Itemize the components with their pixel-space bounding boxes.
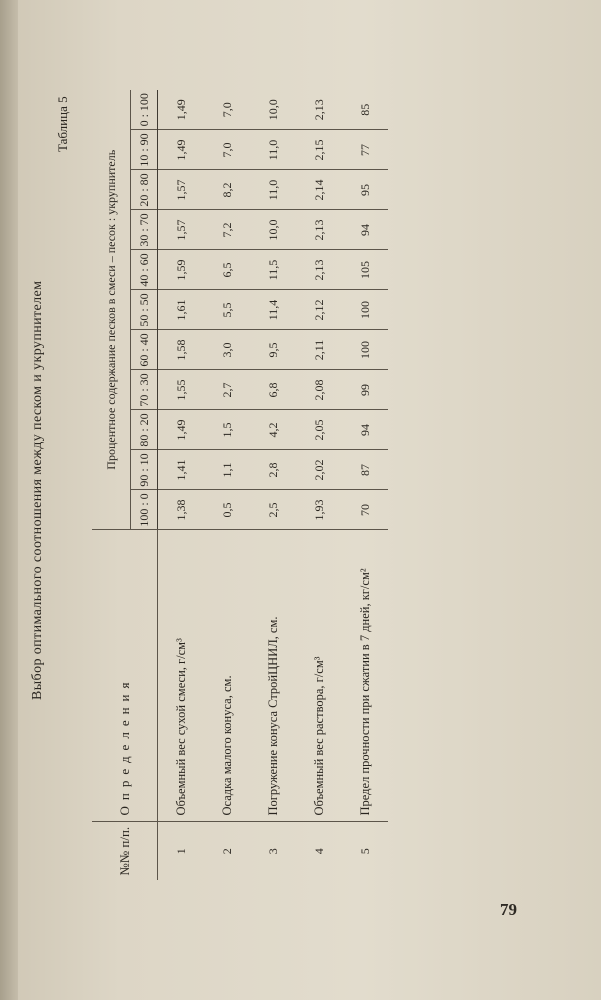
header-ratio: 20 : 80 xyxy=(131,170,158,210)
header-ratio: 90 : 10 xyxy=(131,450,158,490)
header-ratio: 70 : 30 xyxy=(131,370,158,410)
table-cell: 2,05 xyxy=(296,410,342,450)
table-cell: 2,13 xyxy=(296,250,342,290)
table-cell: 5,5 xyxy=(204,290,250,330)
table-cell: 2,8 xyxy=(250,450,296,490)
header-ratio: 40 : 60 xyxy=(131,250,158,290)
table-cell: 1,1 xyxy=(204,450,250,490)
table-cell: 95 xyxy=(342,170,388,210)
table-cell: 1,49 xyxy=(158,410,205,450)
header-ratio: 10 : 90 xyxy=(131,130,158,170)
table-cell: 7,0 xyxy=(204,130,250,170)
table-cell: 1,61 xyxy=(158,290,205,330)
header-num: №№ п/п. xyxy=(92,822,158,880)
table-cell: 100 xyxy=(342,290,388,330)
table-cell: 2,11 xyxy=(296,330,342,370)
table-cell: 11,0 xyxy=(250,170,296,210)
table-cell: 3,0 xyxy=(204,330,250,370)
table-cell: 87 xyxy=(342,450,388,490)
table-cell: 100 xyxy=(342,330,388,370)
row-definition: Предел прочности при сжатии в 7 дней, кг/см² xyxy=(342,530,388,822)
row-definition: Объемный вес сухой смеси, г/см³ xyxy=(158,530,205,822)
table-cell: 2,13 xyxy=(296,210,342,250)
table-row xyxy=(342,90,388,880)
table-cell: 1,49 xyxy=(158,130,205,170)
row-number: 3 xyxy=(265,848,280,855)
row-definition: Погружение конуса СтройЦНИЛ, см. xyxy=(250,530,296,822)
table-cell: 77 xyxy=(342,130,388,170)
table-cell: 94 xyxy=(342,210,388,250)
table-cell: 94 xyxy=(342,410,388,450)
table-cell: 6,8 xyxy=(250,370,296,410)
table-cell: 0,5 xyxy=(204,490,250,530)
table-cell: 10,0 xyxy=(250,210,296,250)
row-number: 2 xyxy=(219,848,234,855)
header-row-group xyxy=(92,90,131,880)
table-cell: 1,59 xyxy=(158,250,205,290)
table-cell: 99 xyxy=(342,370,388,410)
table-cell: 2,08 xyxy=(296,370,342,410)
row-number: 5 xyxy=(357,848,372,855)
row-number: 4 xyxy=(311,848,326,855)
header-ratio: 50 : 50 xyxy=(131,290,158,330)
table-cell: 85 xyxy=(342,90,388,130)
table-cell: 2,5 xyxy=(250,490,296,530)
table-title: Выбор оптимального соотношения между песком и укрупнителем xyxy=(30,280,45,700)
table-cell: 1,38 xyxy=(158,490,205,530)
table-cell: 2,13 xyxy=(296,90,342,130)
table-row xyxy=(204,90,250,880)
table-row xyxy=(158,90,205,880)
row-number: 1 xyxy=(173,848,188,855)
table-cell: 2,02 xyxy=(296,450,342,490)
table-cell: 11,0 xyxy=(250,130,296,170)
table-cell: 10,0 xyxy=(250,90,296,130)
header-group: Процентное содержание песков в смеси – песок : укрупнитель xyxy=(92,90,131,530)
table-row xyxy=(296,90,342,880)
table-cell: 2,7 xyxy=(204,370,250,410)
table-cell: 8,2 xyxy=(204,170,250,210)
header-ratio: 30 : 70 xyxy=(131,210,158,250)
table-cell: 4,2 xyxy=(250,410,296,450)
table-cell: 7,0 xyxy=(204,90,250,130)
header-ratio: 100 : 0 xyxy=(131,490,158,530)
header-ratio: 60 : 40 xyxy=(131,330,158,370)
row-definition: Объемный вес раствора, г/см³ xyxy=(296,530,342,822)
table-cell: 2,12 xyxy=(296,290,342,330)
table-cell: 1,58 xyxy=(158,330,205,370)
table-cell: 7,2 xyxy=(204,210,250,250)
table-cell: 1,57 xyxy=(158,210,205,250)
header-definition: Определения xyxy=(92,530,158,822)
table-cell: 70 xyxy=(342,490,388,530)
table-cell: 1,93 xyxy=(296,490,342,530)
table-cell: 1,41 xyxy=(158,450,205,490)
table-cell: 2,15 xyxy=(296,130,342,170)
header-ratio: 80 : 20 xyxy=(131,410,158,450)
table-label: Таблица 5 xyxy=(55,96,70,152)
table-cell: 1,57 xyxy=(158,170,205,210)
table-cell: 11,5 xyxy=(250,250,296,290)
table-cell: 105 xyxy=(342,250,388,290)
header-ratio: 0 : 100 xyxy=(131,90,158,130)
data-table xyxy=(92,90,388,880)
table-cell: 2,14 xyxy=(296,170,342,210)
table-cell: 9,5 xyxy=(250,330,296,370)
table-cell: 1,55 xyxy=(158,370,205,410)
table-cell: 6,5 xyxy=(204,250,250,290)
table-row xyxy=(250,90,296,880)
table-cell: 1,5 xyxy=(204,410,250,450)
row-definition: Осадка малого конуса, см. xyxy=(204,530,250,822)
table-cell: 11,4 xyxy=(250,290,296,330)
table-cell: 1,49 xyxy=(158,90,205,130)
page-number: 79 xyxy=(500,900,517,919)
